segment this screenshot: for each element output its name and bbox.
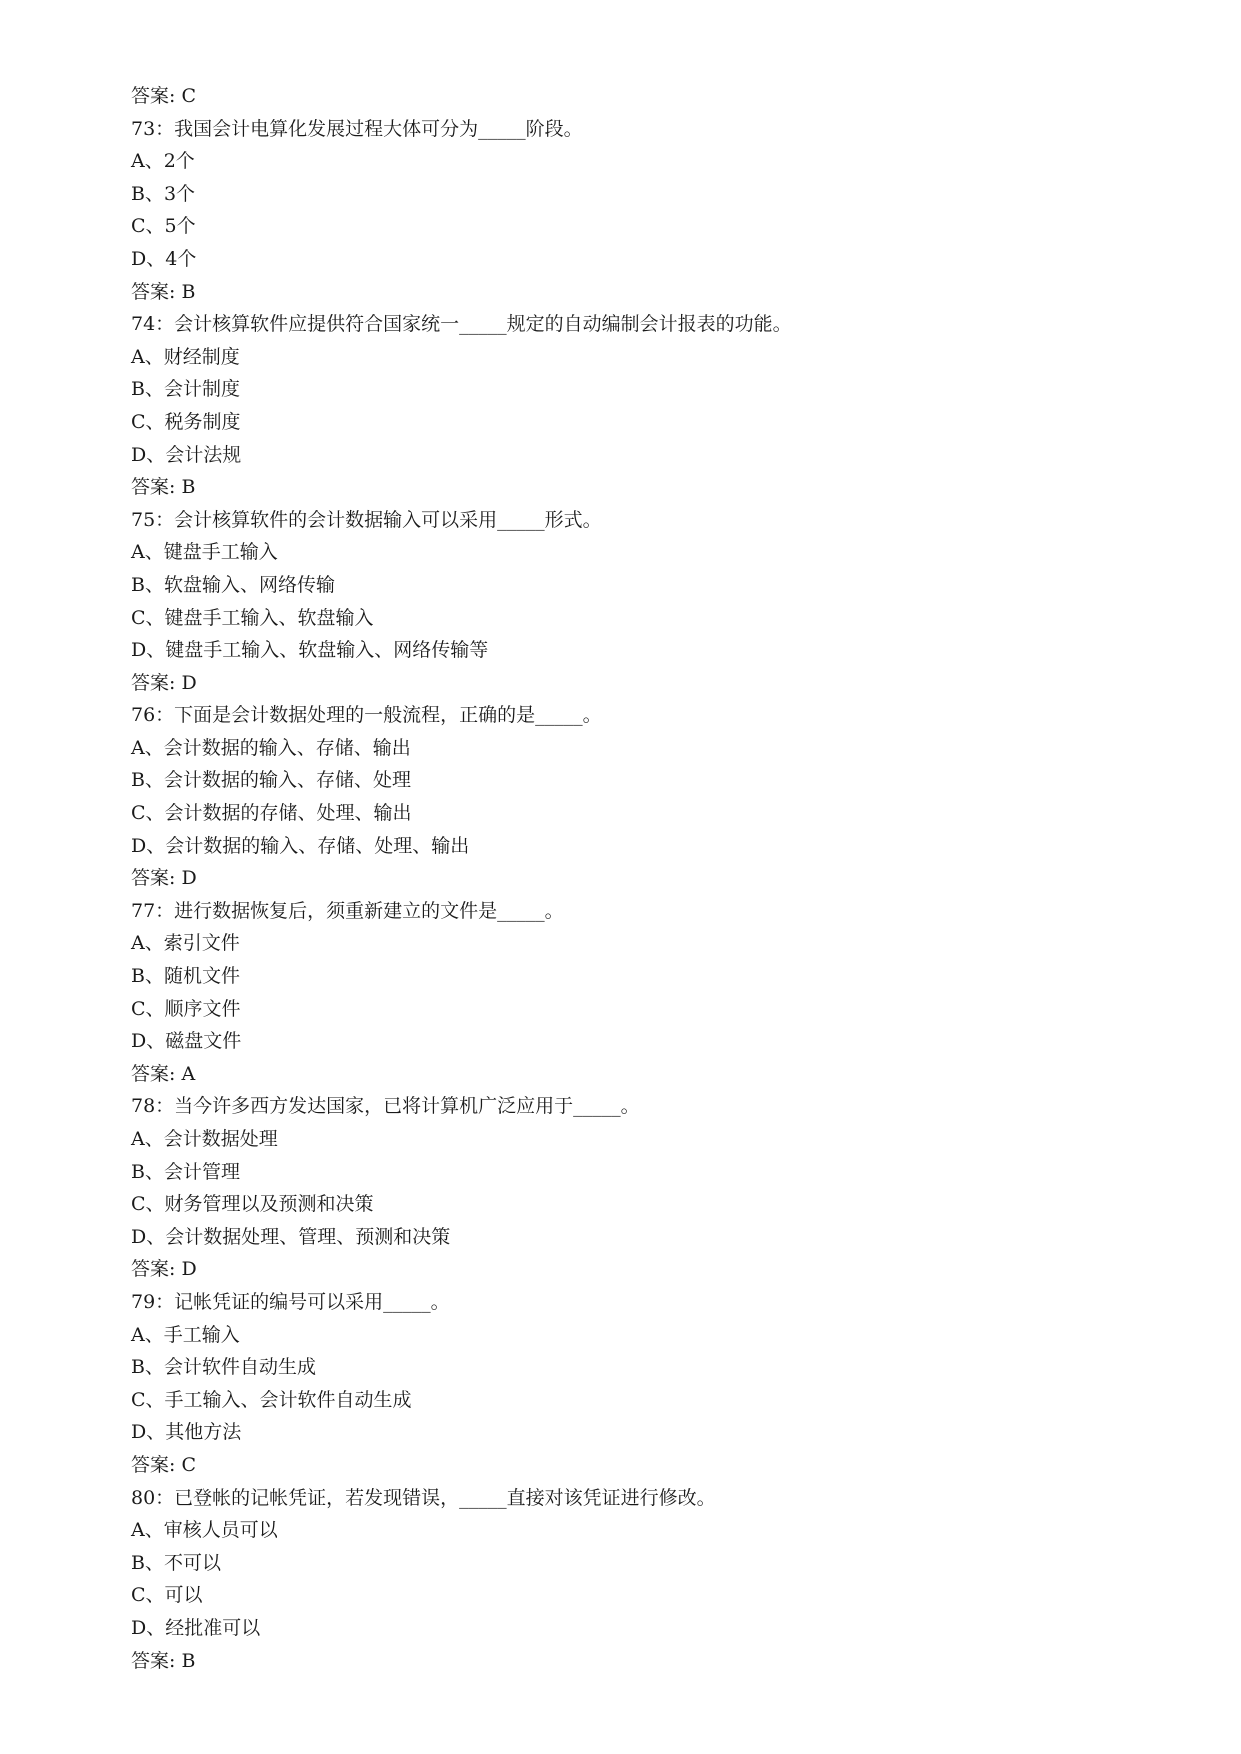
question-line: 77：进行数据恢复后，须重新建立的文件是_____。 [131, 899, 564, 922]
question-line: 79：记帐凭证的编号可以采用_____。 [131, 1290, 450, 1313]
question-line: 76：下面是会计数据处理的一般流程，正确的是_____。 [131, 704, 602, 727]
option-line: B、会计管理 [131, 1160, 240, 1183]
option-line: B、会计制度 [131, 378, 240, 401]
answer-line: 答案: C [131, 1453, 196, 1476]
option-line: B、随机文件 [131, 965, 240, 988]
option-line: B、不可以 [131, 1551, 221, 1574]
question-line: 78：当今许多西方发达国家，已将计算机广泛应用于_____。 [131, 1095, 640, 1118]
option-line: D、会计数据的输入、存储、处理、输出 [131, 834, 470, 857]
option-line: A、审核人员可以 [131, 1519, 278, 1542]
answer-line: 答案: C [131, 85, 196, 107]
question-line: 73：我国会计电算化发展过程大体可分为_____阶段。 [131, 117, 583, 140]
option-line: B、3个 [131, 182, 196, 205]
answer-line: 答案: B [131, 476, 196, 499]
option-line: A、键盘手工输入 [131, 541, 278, 564]
option-line: A、手工输入 [131, 1323, 240, 1346]
answer-line: 答案: B [131, 280, 196, 303]
option-line: C、财务管理以及预测和决策 [131, 1193, 374, 1216]
option-line: C、会计数据的存储、处理、输出 [131, 802, 412, 825]
answer-line: 答案: A [131, 1062, 196, 1085]
question-line: 74：会计核算软件应提供符合国家统一_____规定的自动编制会计报表的功能。 [131, 313, 792, 336]
question-line: 75：会计核算软件的会计数据输入可以采用_____形式。 [131, 508, 602, 531]
option-line: C、键盘手工输入、软盘输入 [131, 606, 374, 629]
option-line: D、会计数据处理、管理、预测和决策 [131, 1225, 451, 1248]
option-line: D、磁盘文件 [131, 1030, 242, 1053]
answer-line: 答案: B [131, 1649, 196, 1672]
option-line: D、键盘手工输入、软盘输入、网络传输等 [131, 639, 489, 662]
option-line: A、2个 [131, 150, 195, 173]
option-line: B、会计软件自动生成 [131, 1356, 316, 1379]
option-line: B、软盘输入、网络传输 [131, 573, 335, 596]
option-line: D、4个 [131, 247, 197, 270]
option-line: D、会计法规 [131, 443, 242, 466]
option-line: C、顺序文件 [131, 997, 241, 1020]
option-line: A、会计数据处理 [131, 1128, 278, 1150]
option-line: C、手工输入、会计软件自动生成 [131, 1388, 412, 1411]
option-line: D、其他方法 [131, 1421, 242, 1444]
answer-line: 答案: D [131, 1258, 197, 1281]
question-line: 80：已登帐的记帐凭证，若发现错误，_____直接对该凭证进行修改。 [131, 1486, 716, 1509]
answer-line: 答案: D [131, 671, 197, 694]
document-page [131, 80, 1131, 1677]
option-line: A、财经制度 [131, 345, 240, 368]
option-line: C、5个 [131, 215, 196, 238]
option-line: B、会计数据的输入、存储、处理 [131, 769, 411, 792]
option-line: A、索引文件 [131, 932, 240, 955]
answer-line: 答案: D [131, 867, 197, 890]
option-line: C、可以 [131, 1584, 203, 1607]
option-line: D、经批准可以 [131, 1616, 261, 1639]
option-line: C、税务制度 [131, 410, 241, 433]
option-line: A、会计数据的输入、存储、输出 [131, 736, 411, 759]
